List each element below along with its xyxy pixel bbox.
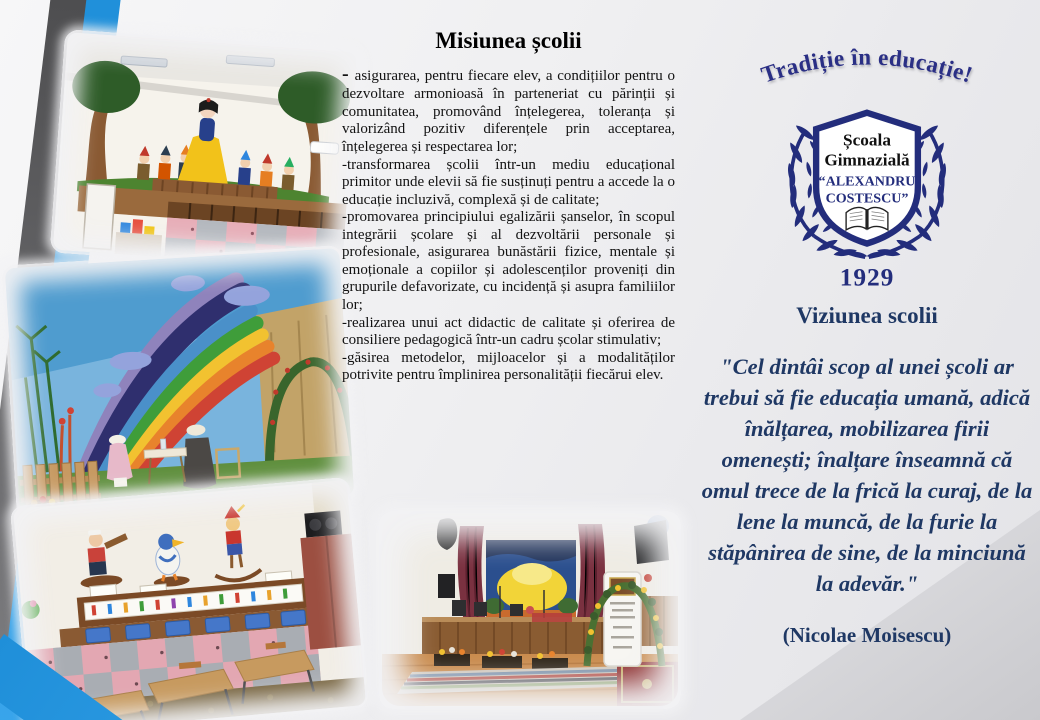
photo-snow-white-illustration: [53, 32, 358, 270]
right-column: [700, 26, 1034, 648]
photo-festivity-hall: [382, 514, 678, 706]
logo-year: 1929: [839, 262, 895, 291]
dwarf-figures: [137, 141, 296, 190]
school-logo: [758, 98, 976, 291]
flower-boxes: [434, 647, 568, 670]
mission-paragraph: -transformarea școlii într-un mediu educațional primitor unde elevii să fie susținuți pentru a accede la o educație incluzivă, complexă și de calitate;: [342, 156, 675, 208]
open-book-icon: [846, 207, 888, 229]
logo-school-line2: Gimnazială: [824, 150, 910, 170]
photo-snow-white-classroom: [53, 32, 358, 270]
duck-figure: [154, 532, 188, 581]
mission-paragraph: -găsirea metodelor, mijloacelor și a modalităților potrivite pentru împlinirea personalității fiecărui elev.: [342, 349, 675, 384]
logo-school-line3: “ALEXANDRU: [818, 173, 916, 190]
tagline-arc: [722, 26, 1012, 98]
vision-title: Viziunea scolii: [796, 303, 938, 328]
pinocchio-figure: [223, 505, 249, 569]
mission-section: [342, 28, 675, 385]
vision-quote: "Cel dintâi scop al unei școli ar trebui să fie educația umană, adică înălțarea, mobilizarea firii omenești; înalțare înseamnă că omul trece de la frică la curaj, de la lene la muncă, de la furie la stăpânirea de sine, de la minciună la adevăr.": [701, 354, 1033, 597]
photo-hall-illustration: [382, 514, 678, 706]
photo-rainbow-illustration: [5, 248, 355, 516]
snow-white-figure: [178, 96, 234, 188]
popeye-figure: [86, 527, 131, 575]
vision-attribution: (Nicolae Moisescu): [782, 623, 952, 648]
children-figures: [104, 422, 241, 494]
painted-backdrop: [484, 540, 578, 620]
mission-paragraph: -promovarea principiului egalizării șanselor, în scopul integrării școlare și al dezvoltării personale și profesionale, asigurarea bunăstării fizice, mentale și emoționale a copiilor și adolescenților proveniți din grupurile defavorizate, cu incidență și asupra familiilor lor;: [342, 209, 675, 313]
lead-dash: -: [342, 63, 355, 85]
svg-text:Tradiție în educație!: [758, 45, 976, 89]
tagline-text: Tradiție în educație!: [758, 44, 976, 89]
mission-paragraph: -realizarea unui act didactic de calitate și oferirea de consiliere pedagogică într-un cadru școlar stimulativ;: [342, 314, 675, 349]
logo-school-line4: COSTESCU”: [825, 190, 909, 207]
logo-school-line1: Școala: [843, 130, 891, 150]
mission-title: Misiunea școlii: [435, 28, 582, 53]
photo-rainbow-stage: [5, 248, 355, 516]
mission-paragraph: [342, 63, 675, 157]
curtains: [458, 524, 605, 624]
mission-paragraph-text: asigurarea, pentru fiecare elev, a condițiilor pentru o dezvoltare armonioasă în parteneriat cu părinții și comunitatea, promovând înțelegerea, toleranța și valorizând pozitiv diferențele prin acceptarea, înțelegerea și respectarea lor;: [342, 68, 675, 156]
rollup-banner: [604, 572, 641, 666]
